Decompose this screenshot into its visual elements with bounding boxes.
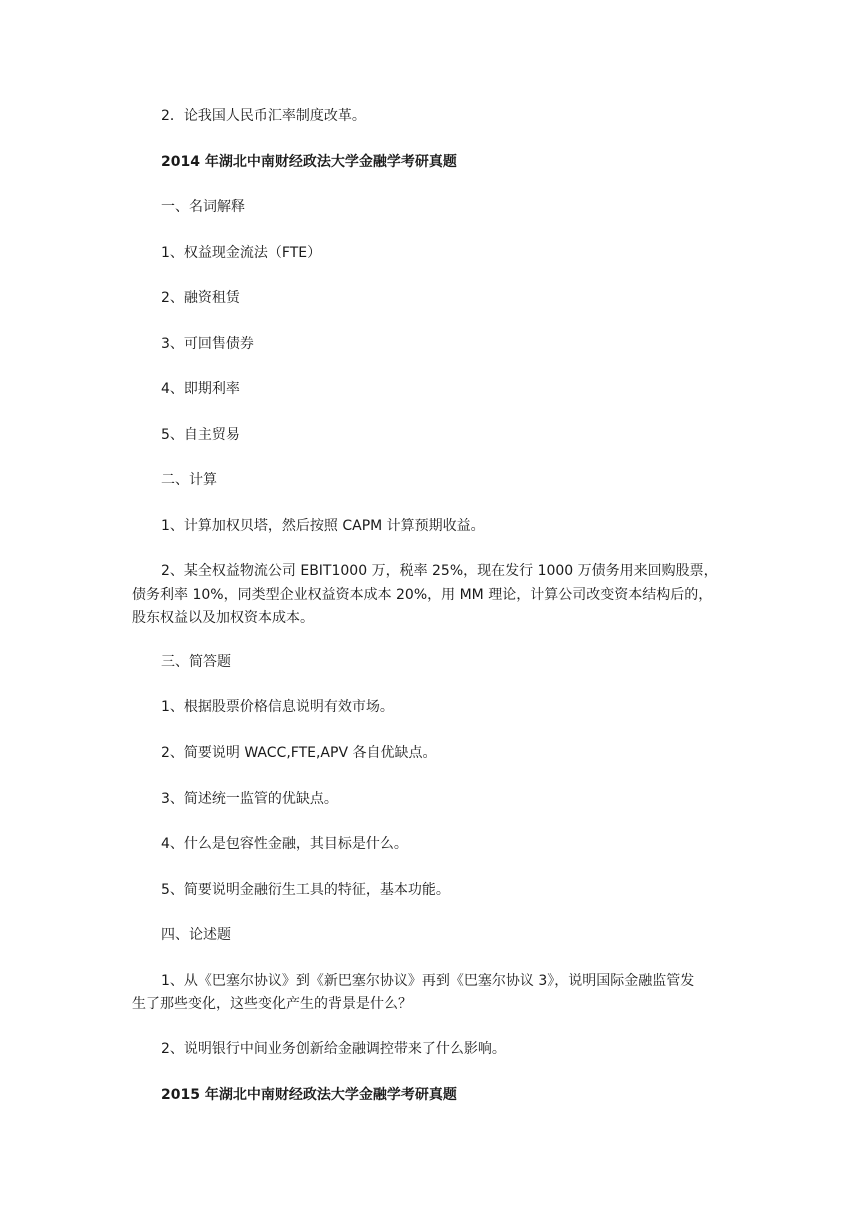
question-item-continued: 生了那些变化，这些变化产生的背景是什么？ (132, 996, 412, 1012)
part-heading: 一、名词解释 (161, 199, 245, 215)
question-item: 1、根据股票价格信息说明有效市场。 (161, 699, 394, 715)
question-item: 2．论我国人民币汇率制度改革。 (161, 108, 366, 124)
question-item: 2、简要说明 WACC,FTE,APV 各自优缺点。 (161, 745, 437, 761)
question-item: 2、融资租赁 (161, 290, 240, 306)
section-heading-2014: 2014 年湖北中南财经政法大学金融学考研真题 (161, 154, 457, 170)
part-heading: 四、论述题 (161, 927, 231, 943)
question-item: 4、什么是包容性金融，其目标是什么。 (161, 836, 408, 852)
question-item: 5、简要说明金融衍生工具的特征，基本功能。 (161, 882, 450, 898)
part-heading: 二、计算 (161, 472, 217, 488)
question-item-continued: 债务利率 10%，同类型企业权益资本成本 20%，用 MM 理论，计算公司改变资本结构后的， (132, 587, 713, 603)
question-item: 1、从《巴塞尔协议》到《新巴塞尔协议》再到《巴塞尔协议 3》，说明国际金融监管发 (161, 973, 695, 989)
question-item: 2、某全权益物流公司 EBIT1000 万，税率 25%，现在发行 1000 万债务用来回购股票， (161, 563, 718, 579)
question-item: 3、简述统一监管的优缺点。 (161, 791, 338, 807)
question-item: 5、自主贸易 (161, 427, 240, 443)
question-item: 4、即期利率 (161, 381, 240, 397)
question-item-continued: 股东权益以及加权资本成本。 (132, 610, 314, 626)
question-item: 2、说明银行中间业务创新给金融调控带来了什么影响。 (161, 1041, 506, 1057)
question-item: 1、权益现金流法（FTE） (161, 245, 322, 261)
part-heading: 三、简答题 (161, 654, 231, 670)
section-heading-2015: 2015 年湖北中南财经政法大学金融学考研真题 (161, 1087, 457, 1103)
question-item: 3、可回售债券 (161, 336, 254, 352)
question-item: 1、计算加权贝塔，然后按照 CAPM 计算预期收益。 (161, 518, 485, 534)
